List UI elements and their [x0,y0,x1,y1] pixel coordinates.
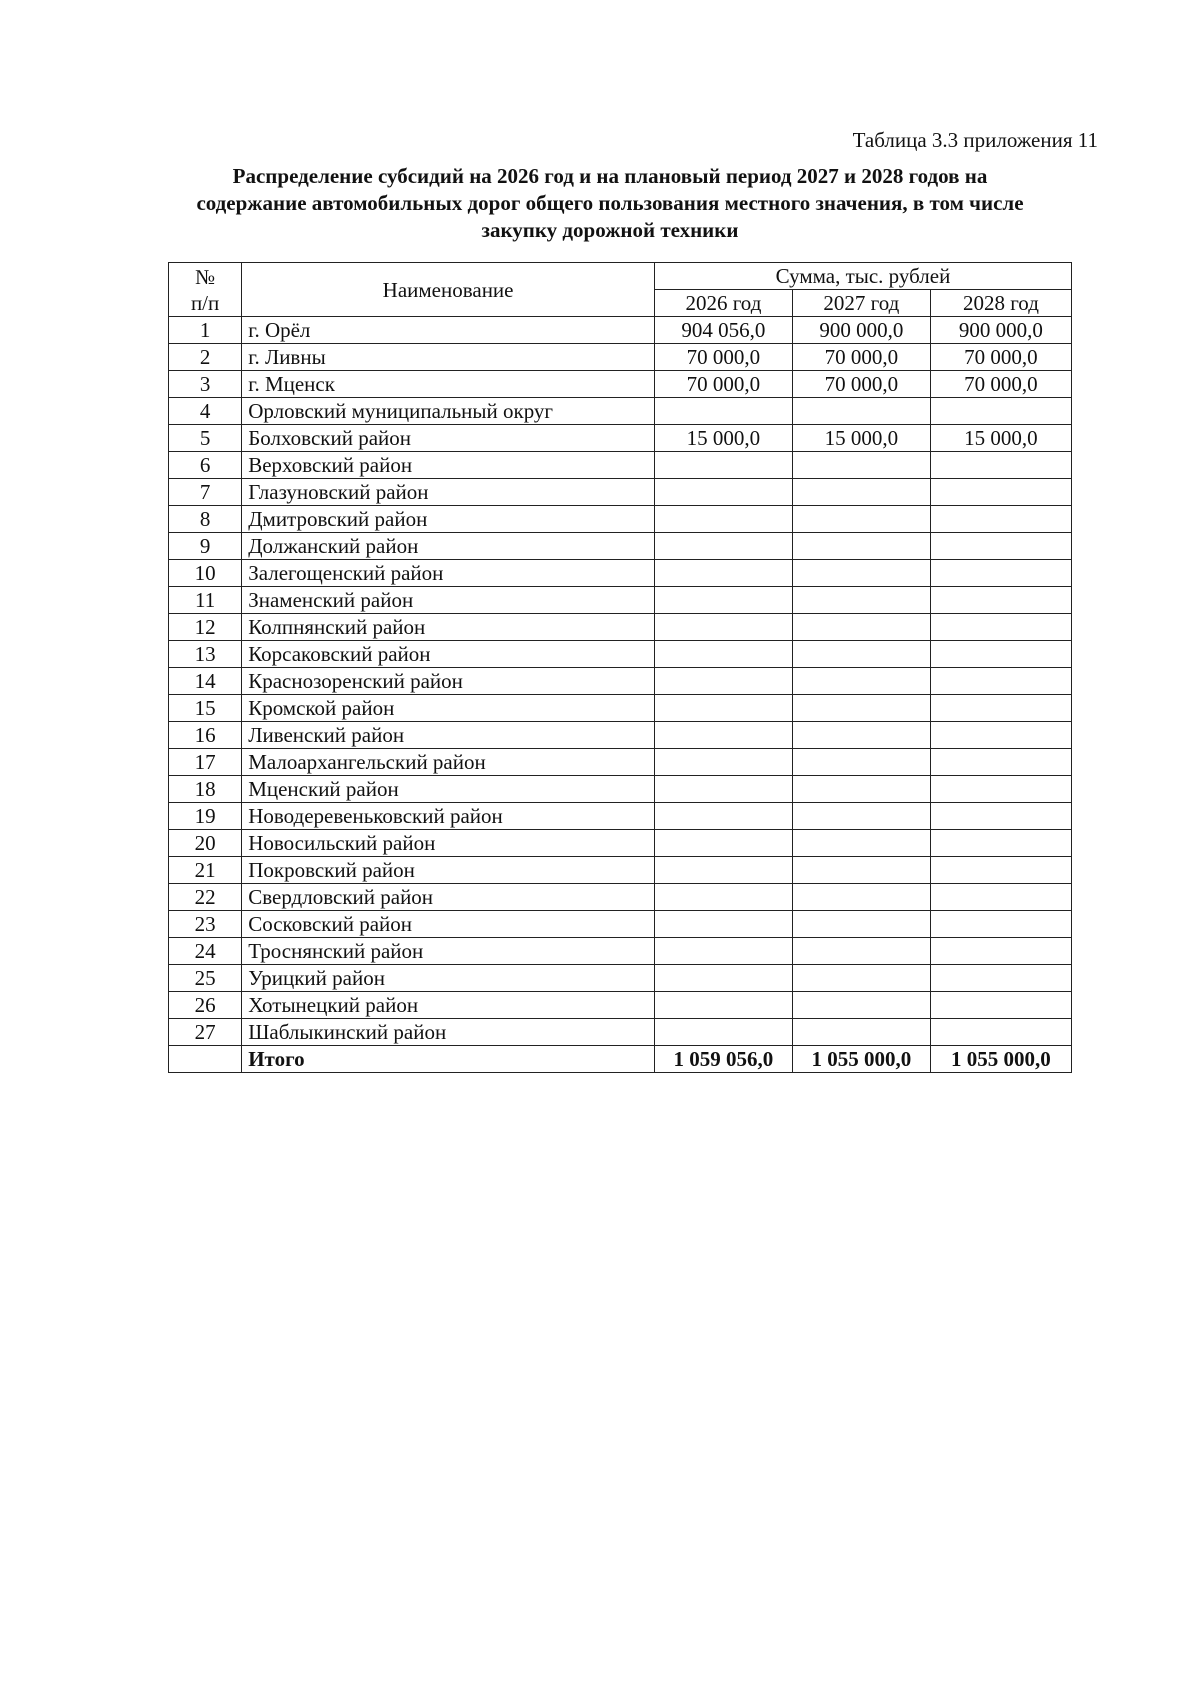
value-2026 [654,560,792,587]
table-row [169,938,1072,965]
row-number: 26 [169,992,242,1019]
total-value-2028: 1 055 000,0 [930,1046,1071,1073]
row-name: Малоархангельский район [242,749,655,776]
row-number: 6 [169,452,242,479]
value-2028 [930,776,1071,803]
total-value-2026: 1 059 056,0 [654,1046,792,1073]
row-name: Должанский район [242,533,655,560]
total-row-name: Итого [242,1046,655,1073]
row-name: Сосковский район [242,911,655,938]
value-2027 [792,884,930,911]
value-2028 [930,911,1071,938]
value-2028 [930,803,1071,830]
row-name: Покровский район [242,857,655,884]
value-2028 [930,641,1071,668]
value-2026: 904 056,0 [654,317,792,344]
table-row [169,722,1072,749]
row-number: 19 [169,803,242,830]
table-row [169,506,1072,533]
header-year-2028: 2028 год [930,290,1071,317]
row-name: Новодеревеньковский район [242,803,655,830]
row-number: 10 [169,560,242,587]
value-2027: 70 000,0 [792,344,930,371]
table-row [169,317,1072,344]
value-2026: 15 000,0 [654,425,792,452]
row-number: 9 [169,533,242,560]
row-number: 4 [169,398,242,425]
value-2027: 15 000,0 [792,425,930,452]
value-2026 [654,884,792,911]
table-body [169,263,1072,1073]
table-row [169,614,1072,641]
value-2027 [792,776,930,803]
value-2026 [654,695,792,722]
value-2027 [792,830,930,857]
row-number: 2 [169,344,242,371]
value-2027: 70 000,0 [792,371,930,398]
row-number: 20 [169,830,242,857]
value-2026 [654,803,792,830]
value-2028 [930,398,1071,425]
row-name: Болховский район [242,425,655,452]
table-row [169,884,1072,911]
table-row [169,830,1072,857]
value-2027 [792,668,930,695]
header-year-2026: 2026 год [654,290,792,317]
row-number: 8 [169,506,242,533]
value-2027 [792,749,930,776]
row-name: Корсаковский район [242,641,655,668]
title-line: содержание автомобильных дорог общего пользования местного значения, в том числе [196,191,1024,215]
row-name: Урицкий район [242,965,655,992]
row-number: 27 [169,1019,242,1046]
value-2026 [654,722,792,749]
table-row [169,911,1072,938]
value-2026 [654,533,792,560]
row-number: 17 [169,749,242,776]
value-2028 [930,857,1071,884]
title-line: Распределение субсидий на 2026 год и на плановый период 2027 и 2028 годов на [232,164,988,188]
table-row [169,533,1072,560]
row-name: Знаменский район [242,587,655,614]
table-row [169,479,1072,506]
row-name: Шаблыкинский район [242,1019,655,1046]
value-2028 [930,938,1071,965]
value-2027 [792,857,930,884]
value-2028: 15 000,0 [930,425,1071,452]
total-row-number [169,1046,242,1073]
row-name: Свердловский район [242,884,655,911]
table-row [169,587,1072,614]
row-number: 21 [169,857,242,884]
value-2027 [792,722,930,749]
header-sum: Сумма, тыс. рублей [654,263,1071,290]
row-number: 24 [169,938,242,965]
value-2028 [930,749,1071,776]
value-2027 [792,452,930,479]
row-name: Мценский район [242,776,655,803]
value-2028 [930,695,1071,722]
table-row [169,398,1072,425]
value-2026 [654,911,792,938]
value-2028 [930,614,1071,641]
value-2027 [792,938,930,965]
value-2026 [654,452,792,479]
value-2027 [792,1019,930,1046]
total-value-2027: 1 055 000,0 [792,1046,930,1073]
row-number: 15 [169,695,242,722]
table-row [169,425,1072,452]
header-number-line: № [195,264,216,289]
value-2028 [930,587,1071,614]
row-number: 23 [169,911,242,938]
table-row [169,452,1072,479]
row-number: 22 [169,884,242,911]
value-2027: 900 000,0 [792,317,930,344]
header-number [169,263,242,317]
value-2026 [654,1019,792,1046]
value-2027 [792,533,930,560]
value-2028: 70 000,0 [930,371,1071,398]
row-number: 14 [169,668,242,695]
row-number: 13 [169,641,242,668]
row-number: 18 [169,776,242,803]
value-2026 [654,641,792,668]
value-2027 [792,965,930,992]
value-2028 [930,668,1071,695]
table-row [169,749,1072,776]
value-2027 [792,641,930,668]
header-number-line: п/п [190,290,220,315]
value-2028: 70 000,0 [930,344,1071,371]
value-2028 [930,992,1071,1019]
row-number: 7 [169,479,242,506]
value-2026 [654,965,792,992]
header-year-2027: 2027 год [792,290,930,317]
row-name: Ливенский район [242,722,655,749]
value-2027 [792,560,930,587]
subsidy-table [168,262,1072,1073]
value-2028 [930,506,1071,533]
value-2026 [654,938,792,965]
table-row [169,803,1072,830]
value-2028: 900 000,0 [930,317,1071,344]
value-2026 [654,398,792,425]
table-row [169,965,1072,992]
table-row [169,776,1072,803]
value-2028 [930,533,1071,560]
value-2028 [930,830,1071,857]
header-row [169,263,1072,290]
value-2027 [792,992,930,1019]
row-number: 11 [169,587,242,614]
value-2028 [930,884,1071,911]
value-2028 [930,722,1071,749]
row-name: г. Мценск [242,371,655,398]
value-2026 [654,830,792,857]
table-row [169,344,1072,371]
value-2028 [930,479,1071,506]
value-2027 [792,506,930,533]
row-name: Хотынецкий район [242,992,655,1019]
table-row [169,560,1072,587]
title-line: закупку дорожной техники [481,218,739,242]
header-name: Наименование [242,263,655,317]
table-row [169,695,1072,722]
value-2026 [654,857,792,884]
table-row [169,641,1072,668]
value-2027 [792,398,930,425]
row-name: г. Орёл [242,317,655,344]
row-name: Краснозоренский район [242,668,655,695]
row-name: Глазуновский район [242,479,655,506]
value-2028 [930,560,1071,587]
value-2026 [654,506,792,533]
row-name: Верховский район [242,452,655,479]
appendix-caption: Таблица 3.3 приложения 11 [852,128,1098,152]
value-2026: 70 000,0 [654,371,792,398]
value-2026: 70 000,0 [654,344,792,371]
table-row [169,1019,1072,1046]
value-2026 [654,668,792,695]
value-2027 [792,479,930,506]
row-name: Новосильский район [242,830,655,857]
table-row [169,668,1072,695]
value-2027 [792,911,930,938]
row-name: Кромской район [242,695,655,722]
value-2028 [930,1019,1071,1046]
row-number: 25 [169,965,242,992]
row-number: 16 [169,722,242,749]
row-name: г. Ливны [242,344,655,371]
value-2026 [654,479,792,506]
row-number: 3 [169,371,242,398]
value-2026 [654,614,792,641]
table-row [169,992,1072,1019]
value-2027 [792,803,930,830]
row-name: Дмитровский район [242,506,655,533]
row-name: Залегощенский район [242,560,655,587]
value-2028 [930,965,1071,992]
table-row [169,857,1072,884]
total-row [169,1046,1072,1073]
row-name: Орловский муниципальный округ [242,398,655,425]
value-2027 [792,587,930,614]
row-number: 12 [169,614,242,641]
value-2027 [792,614,930,641]
value-2028 [930,452,1071,479]
value-2026 [654,749,792,776]
value-2026 [654,776,792,803]
row-name: Троснянский район [242,938,655,965]
row-number: 1 [169,317,242,344]
table-row [169,371,1072,398]
row-name: Колпнянский район [242,614,655,641]
value-2026 [654,992,792,1019]
value-2027 [792,695,930,722]
document-title [110,163,1110,244]
row-number: 5 [169,425,242,452]
value-2026 [654,587,792,614]
